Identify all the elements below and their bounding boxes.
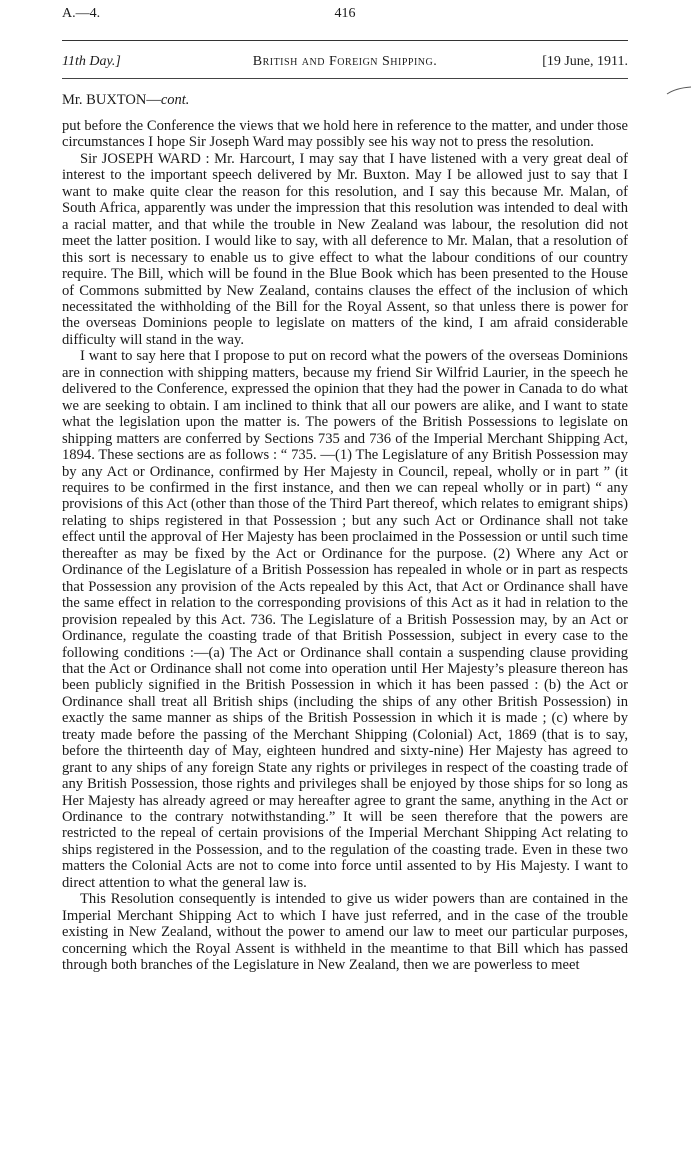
paper-reference: A.—4.: [62, 6, 101, 21]
sitting-day: 11th Day.]: [62, 54, 121, 69]
running-head-rule: [62, 78, 628, 79]
page-number: 416: [334, 6, 356, 21]
section-title: British and Foreign Shipping.: [252, 54, 438, 69]
header-rule: [62, 40, 628, 41]
margin-pencil-mark: [666, 86, 692, 96]
speaker-name: Mr. BUXTON—: [62, 92, 161, 108]
speaker-heading: [62, 92, 189, 109]
document-body: [62, 118, 628, 974]
running-head: [62, 54, 628, 74]
paragraph: put before the Conference the views that we hold here in reference to the matter, and under those circumstances I hope Sir Joseph Ward may possibly see his way not to press the resolution.: [62, 118, 628, 151]
paragraph: I want to say here that I propose to put on record what the powers of the overseas Dominions are in connection with shipping matters, because my friend Sir Wilfrid Laurier, in the speech he delivered to the Conference, expressed the opinion that they had the power in Canada to do what we are seeking to obtain. I am inclined to think that all our powers are alike, and I want to state what the legislation upon the matter is. The powers of the British Possessions to legislate on shipping matters are conferred by Sections 735 and 736 of the Imperial Merchant Shipping Act, 1894. These sections are as follows : “ 735. —(1) The Legislature of any British Possession may by any Act or Ordinance, confirmed by Her Majesty in Council, repeal, wholly or in part ” (it requires to be confirmed in the first instance, and then we can repeal wholly or in part) “ any provisions of this Act (other than those of the Third Part thereof, which relates to emigrant ships) relating to ships registered in that Possession ; but any such Act or Ordinance shall not take effect until the approval of Her Majesty has been proclaimed in the Possession or until such time thereafter as may be fixed by the Act or Ordinance for the purpose. (2) Where any Act or Ordinance of the Legislature of a British Possession has repealed in whole or in part as respects that Possession any provision of the Acts repealed by this Act, that Act or Ordinance shall have the same effect in relation to the corresponding provisions of this Act as it had in relation to the provision repealed by this Act. 736. The Legislature of a British Possession may, by an Act or Ordinance, regulate the coasting trade of that British Possession, subject in every case to the following conditions :—(a) The Act or Ordinance shall contain a suspending clause providing that the Act or Ordinance shall not come into operation until Her Majesty’s pleasure thereon has been publicly signified in the British Possession in which it has been passed : (b) the Act or Ordinance shall treat all British ships (including the ships of any other British Possession) in exactly the same manner as ships of the British Possession in which it is made ; (c) where by treaty made before the passing of the Merchant Shipping (Colonial) Act, 1869 (that is to say, before the thirteenth day of May, eighteen hundred and sixty-nine) Her Majesty has agreed to grant to any ships of any foreign State any rights or privileges in respect of the coasting trade of any British Possession, those rights and privileges shall be enjoyed by those ships for so long as Her Majesty has already agreed or may hereafter agree to grant the same, anything in the Act or Ordinance to the contrary notwithstanding.” It will be seen therefore that the powers are restricted to the repeal of certain provisions of the Imperial Merchant Shipping Act relating to ships registered in the Possession, and to the regulation of the coasting trade. Even in these two matters the Colonial Acts are not to come into force until assented to by His Majesty. I want to direct attention to what the general law is.: [62, 348, 628, 891]
paragraph: Sir JOSEPH WARD : Mr. Harcourt, I may say that I have listened with a very great deal of interest to the important speech delivered by Mr. Buxton. May I be allowed just to say that I want to make quite clear the reason for this resolution, and I say this because Mr. Malan, of South Africa, apparently was under the impression that this resolution was intended to deal with a racial matter, and that while the trouble in New Zealand was labour, the resolution did not meet the latter position. I would like to say, with all deference to Mr. Malan, that a resolution of this sort is necessary to enable us to give effect to what the labour conditions of our country require. The Bill, which will be found in the Blue Book which has been presented to the House of Commons submitted by New Zealand, contains clauses the effect of the inclusion of which necessitated the withholding of the Bill for the Royal Assent, so that unless there is power for the overseas Dominions people to legislate on matters of the kind, I am afraid considerable difficulty will stand in the way.: [62, 150, 628, 348]
sitting-date: [19 June, 1911.: [542, 54, 628, 69]
paragraph: This Resolution consequently is intended to give us wider powers than are contained in the Imperial Merchant Shipping Act to which I have just referred, and in the case of the trouble existing in New Zealand, without the power to amend our law to meet our particular purposes, concerning which the Royal Assent is withheld in the meantime to that Bill which has passed through both branches of the Legislature in New Zealand, then we are powerless to meet: [62, 891, 628, 974]
speaker-continued: cont.: [160, 92, 190, 108]
page-header: [62, 6, 628, 28]
